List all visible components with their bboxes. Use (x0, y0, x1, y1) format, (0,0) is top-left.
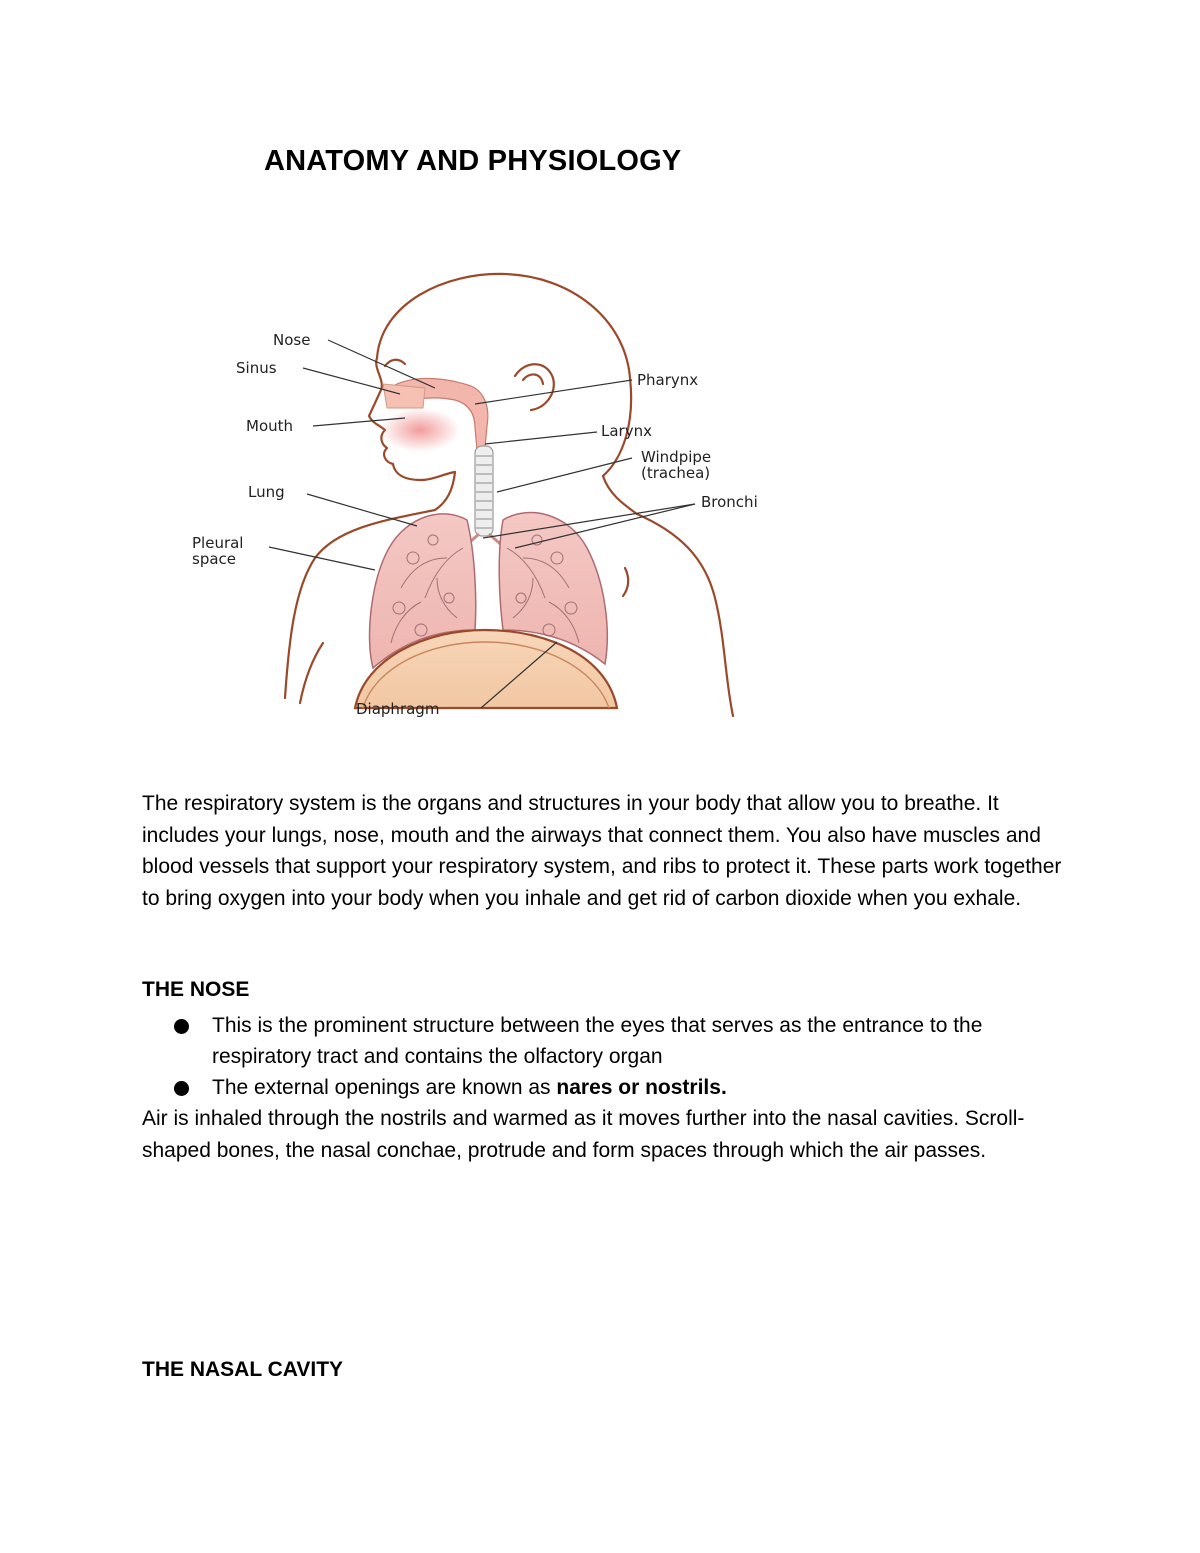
airway (380, 378, 488, 452)
respiratory-diagram (185, 258, 805, 728)
list-item (142, 1010, 1062, 1072)
label-bronchi: Bronchi (701, 493, 758, 511)
respiratory-diagram-svg (185, 258, 805, 728)
bullet-dot-icon (174, 1019, 189, 1034)
label-sinus: Sinus (236, 359, 277, 377)
section-heading-nose: THE NOSE (142, 978, 250, 1001)
intro-paragraph: The respiratory system is the organs and structures in your body that allow you to breathe. It includes your lungs, nose, mouth and the airways that connect them. You also have muscles and blood vessels that support your respiratory system, and ribs to protect it. These parts work together to bring oxygen into your body when you inhale and get rid of carbon dioxide when you exhale. (142, 792, 1062, 910)
label-larynx: Larynx (601, 422, 652, 440)
label-pleural-line-2: space (192, 550, 237, 568)
bullet-text-bold: nares or nostrils. (556, 1076, 727, 1099)
bullet-text-prefix: The external openings are known as (212, 1076, 557, 1099)
label-pleural-line-1: Pleural (192, 534, 244, 552)
list-item (142, 1072, 1062, 1103)
bullet-text: This is the prominent structure between the eyes that serves as the entrance to the respiratory tract and contains the olfactory organ (212, 1014, 983, 1068)
label-lung: Lung (248, 483, 285, 501)
bullet-dot-icon (174, 1081, 189, 1096)
section-heading-nasal-cavity: THE NASAL CAVITY (142, 1358, 344, 1381)
label-windpipe-line-1: Windpipe (641, 448, 712, 466)
label-mouth: Mouth (246, 417, 294, 435)
document-title: ANATOMY AND PHYSIOLOGY (264, 145, 682, 177)
label-nose: Nose (273, 331, 311, 349)
label-pharynx: Pharynx (637, 371, 699, 389)
nose-bullet-list (142, 1010, 1062, 1103)
nose-paragraph: Air is inhaled through the nostrils and warmed as it moves further into the nasal cavities. Scroll-shaped bones, the nasal conchae, protrude and form spaces through which the air passes. (142, 1107, 1025, 1162)
label-diaphragm: Diaphragm (356, 700, 440, 718)
label-windpipe-line-2: (trachea) (641, 464, 711, 482)
